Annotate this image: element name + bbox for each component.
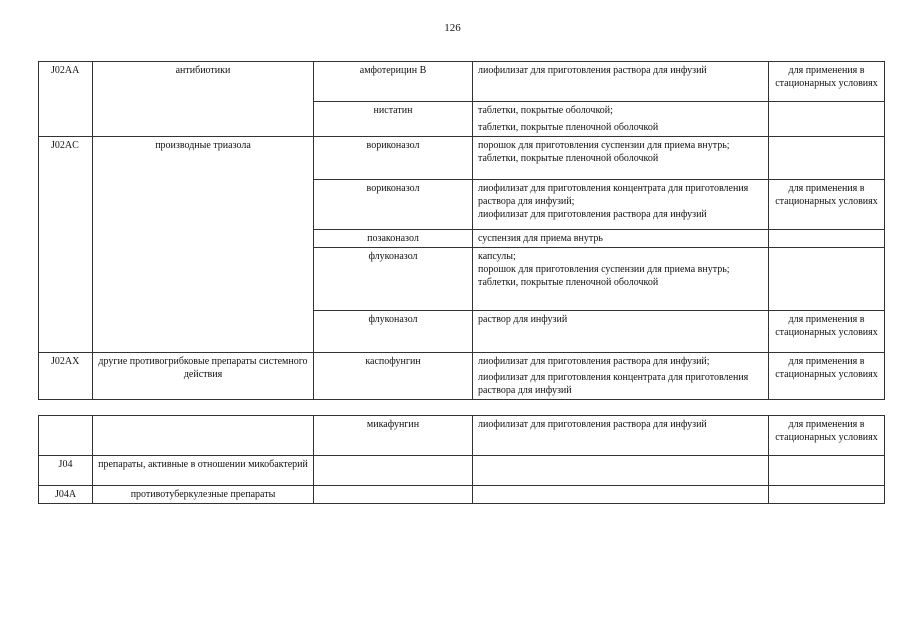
table-row <box>39 416 885 456</box>
drug-cell <box>314 486 473 504</box>
table-row <box>39 137 885 180</box>
forms-cell <box>473 248 769 311</box>
form-line: таблетки, покрытые оболочкой; <box>478 105 613 116</box>
form-line: порошок для приготовления суспензии для приема внутрь; <box>478 140 730 151</box>
note-cell <box>769 486 885 504</box>
drug-cell: вориконазол <box>314 180 473 230</box>
note-cell <box>769 230 885 248</box>
note-cell: для применения в стационарных условиях <box>769 416 885 456</box>
form-line: лиофилизат для приготовления раствора для инфузий; <box>478 356 710 367</box>
forms-cell <box>473 456 769 486</box>
note-cell: для применения в стационарных условиях <box>769 180 885 230</box>
drug-cell: вориконазол <box>314 137 473 180</box>
page-number: 126 <box>444 22 461 34</box>
atc-code-cell: J02AX <box>39 353 93 400</box>
forms-cell <box>473 416 769 456</box>
forms-cell <box>473 353 769 400</box>
forms-cell <box>473 180 769 230</box>
note-cell <box>769 456 885 486</box>
form-line: лиофилизат для приготовления раствора для инфузий <box>478 419 707 430</box>
table-row <box>39 353 885 400</box>
forms-cell <box>473 137 769 180</box>
form-line: раствор для инфузий <box>478 314 568 325</box>
drug-cell: каспофунгин <box>314 353 473 400</box>
form-line: таблетки, покрытые пленочной оболочкой <box>478 277 659 288</box>
drug-cell: позаконазол <box>314 230 473 248</box>
form-line: капсулы; <box>478 251 516 262</box>
atc-code-cell: J04A <box>39 486 93 504</box>
group-cell: антибиотики <box>93 62 314 137</box>
note-cell: для применения в стационарных условиях <box>769 353 885 400</box>
table-row <box>39 62 885 102</box>
forms-cell <box>473 102 769 137</box>
form-line: суспензия для приема внутрь <box>478 233 603 244</box>
group-cell: другие противогрибковые препараты системного действия <box>93 353 314 400</box>
drug-table-part-1 <box>38 61 885 400</box>
form-line: таблетки, покрытые пленочной оболочкой <box>478 122 659 133</box>
note-cell: для применения в стационарных условиях <box>769 311 885 353</box>
forms-cell <box>473 230 769 248</box>
drug-cell: флуконазол <box>314 248 473 311</box>
form-line: таблетки, покрытые пленочной оболочкой <box>478 153 659 164</box>
form-line: лиофилизат для приготовления раствора для инфузий <box>478 65 707 76</box>
note-cell: для применения в стационарных условиях <box>769 62 885 102</box>
note-cell <box>769 248 885 311</box>
note-cell <box>769 102 885 137</box>
drug-cell <box>314 456 473 486</box>
group-cell: препараты, активные в отношении микобактерий <box>93 456 314 486</box>
forms-cell <box>473 311 769 353</box>
drug-cell: нистатин <box>314 102 473 137</box>
table-row <box>39 486 885 504</box>
atc-code-cell <box>39 416 93 456</box>
group-cell <box>93 416 314 456</box>
form-line: лиофилизат для приготовления раствора для инфузий <box>478 209 707 220</box>
drug-table-part-2 <box>38 415 885 504</box>
atc-code-cell: J02AC <box>39 137 93 353</box>
note-cell <box>769 137 885 180</box>
group-cell: противотуберкулезные препараты <box>93 486 314 504</box>
group-cell: производные триазола <box>93 137 314 353</box>
form-line: порошок для приготовления суспензии для приема внутрь; <box>478 264 730 275</box>
table-row <box>39 456 885 486</box>
drug-cell: флуконазол <box>314 311 473 353</box>
drug-cell: микафунгин <box>314 416 473 456</box>
atc-code-cell: J04 <box>39 456 93 486</box>
forms-cell <box>473 62 769 102</box>
drug-cell: амфотерицин В <box>314 62 473 102</box>
forms-cell <box>473 486 769 504</box>
form-line: лиофилизат для приготовления концентрата для приготовления раствора для инфузий <box>478 372 749 396</box>
form-line: лиофилизат для приготовления концентрата для приготовления раствора для инфузий; <box>478 183 749 207</box>
atc-code-cell: J02AA <box>39 62 93 137</box>
